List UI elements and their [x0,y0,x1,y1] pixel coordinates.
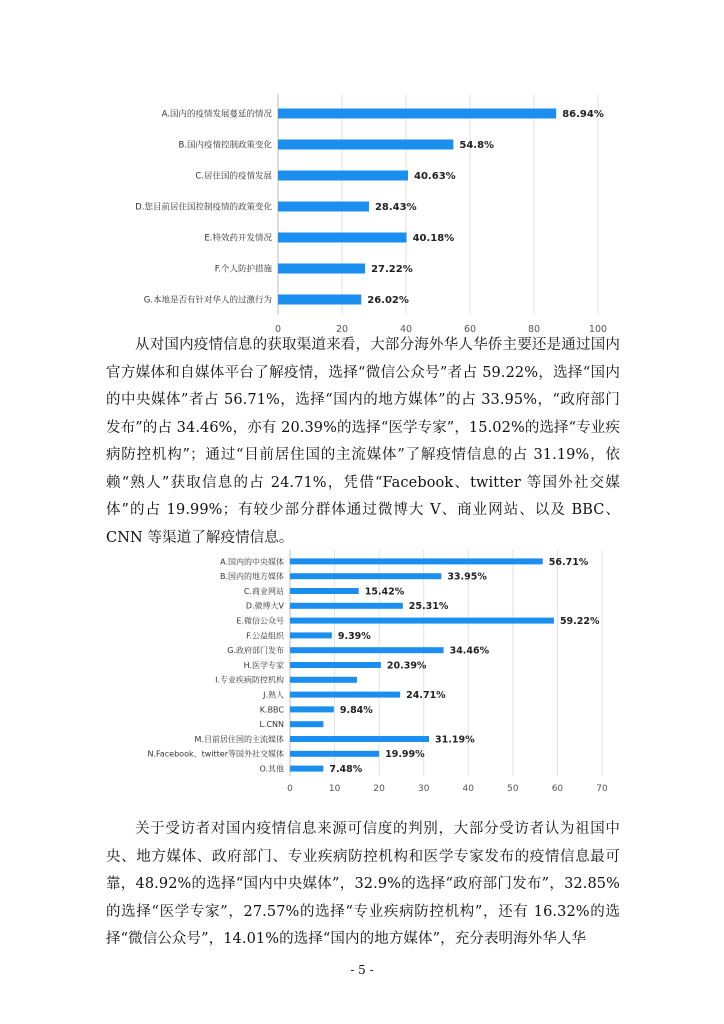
category-label: F.个人防护措施 [214,264,272,275]
bar [290,603,403,609]
category-label: D.您目前居住国控制疫情的政策变化 [135,202,272,213]
x-tick-label: 40 [462,784,475,794]
value-label: 54.8% [459,140,495,152]
category-label: G.本地是否有针对华人的过激行为 [143,295,272,306]
bar [290,677,357,683]
x-tick-label: 0 [274,324,282,335]
body-paragraph-1: 从对国内疫情信息的获取渠道来看，大部分海外华人华侨主要还是通过国内官方媒体和自媒体平台了解疫情，选择“微信公众号”者占 59.22%，选择“国内的中央媒体”者占 56.71%，选择“国内的地方媒体”的占 33.95%，“政府部门发布”的占 34.46%，亦有 20.39%的选择“医学专家”，15.02%的选择“专业疾病防控机构”；通过“目前居住国的主流媒体”了解疫情信息的占 31.19%，依赖“熟人”获取信息的占 24.71%，凭借“Facebook、twitter 等国外社交媒体”的占 19.99%；有较少部分群体通过微博大 V、商业网站、以及 BBC、CNN 等渠道了解疫情信息。 [106,337,620,546]
value-label: 26.02% [367,295,409,307]
chart-info-concerns-svg [100,92,620,344]
bar [290,736,429,742]
bar [278,202,369,212]
bar [278,140,453,150]
category-label: E.特效药开发情况 [204,233,272,244]
bar [290,692,400,698]
value-label: 24.71% [406,690,446,702]
value-label: 25.31% [408,601,449,613]
bar [278,295,361,305]
value-label: 56.71% [548,556,589,568]
value-label: 33.95% [447,571,487,583]
x-tick-label: 60 [463,324,477,335]
bar [278,109,556,119]
category-label: B.国内疫情控制政策变化 [178,140,272,151]
value-label: 9.39% [337,630,371,642]
value-label: 34.46% [449,645,490,657]
category-label: C.居住国的疫情发展 [195,171,272,182]
bar [290,588,359,594]
value-label: 20.39% [386,660,427,672]
body-paragraph-2: 关于受访者对国内疫情信息来源可信度的判别，大部分受访者认为祖国中央、地方媒体、政府部门、专业疾病防控机构和医学专家发布的疫情信息最可靠，48.92%的选择“国内中央媒体”，32.9%的选择“政府部门发布”，32.85%的选择“医学专家”，27.57%的选择“专业疾病防控机构”，还有 16.32%的选择“微信公众号”，14.01%的选择“国内的地方媒体”，充分表明海外华人华 [106,821,620,947]
value-label: 59.22% [559,616,600,628]
category-label: K.BBC [259,705,284,715]
category-label: M.目前居住国的主流媒体 [194,734,284,744]
x-tick-label: 60 [551,784,564,794]
x-tick-label: 50 [507,784,519,794]
page-number: - 5 - [350,963,374,977]
bar [290,766,323,772]
bar [290,706,334,712]
category-label: B.国内的地方媒体 [219,572,284,582]
category-label: A.国内的中央媒体 [220,557,284,567]
bar [290,573,441,579]
bar [278,233,407,243]
chart-info-channels-svg [147,550,620,794]
category-label: E.微信公众号 [236,616,284,626]
value-label: 31.19% [435,734,475,746]
bar [278,264,365,274]
value-label: 9.84% [339,704,373,716]
bar [290,647,444,653]
bar [290,751,379,757]
value-label: 27.22% [371,264,413,276]
category-label: G.政府部门发布 [227,646,284,656]
category-label: L.CNN [259,720,284,730]
category-label: H.医学专家 [243,660,284,670]
category-label: C.商业网站 [243,586,284,596]
x-tick-label: 20 [373,784,385,794]
category-label: N.Facebook、twitter等国外社交媒体 [147,749,284,759]
x-tick-label: 40 [399,324,413,335]
x-tick-label: 80 [527,324,541,335]
x-tick-label: 30 [417,784,430,794]
category-label: I.专业疾病防控机构 [215,675,284,685]
bar [290,618,554,624]
x-tick-label: 20 [335,324,349,335]
category-label: O.其他 [259,764,284,774]
chart-info-channels [147,550,620,794]
bar [278,171,408,181]
category-label: J.熟人 [263,690,284,700]
bar [290,558,543,564]
bar [290,662,381,668]
category-label: A.国内的疫情发展蔓延的情况 [161,109,272,120]
value-label: 28.43% [374,202,417,214]
value-label: 19.99% [385,749,425,761]
value-label: 15.42% [364,586,405,598]
bar [290,632,332,638]
value-label: 40.18% [412,233,455,245]
category-label: D.微博大V [245,601,284,611]
x-tick-label: 70 [596,784,608,794]
x-tick-label: 0 [287,784,293,794]
x-tick-label: 100 [588,324,608,335]
value-label: 7.48% [329,764,363,776]
value-label: 40.63% [414,171,456,183]
x-tick-label: 10 [328,784,341,794]
chart-info-concerns [100,92,620,344]
category-label: F.公益组织 [246,631,284,641]
bar [290,721,323,727]
value-label: 86.94% [562,109,604,121]
